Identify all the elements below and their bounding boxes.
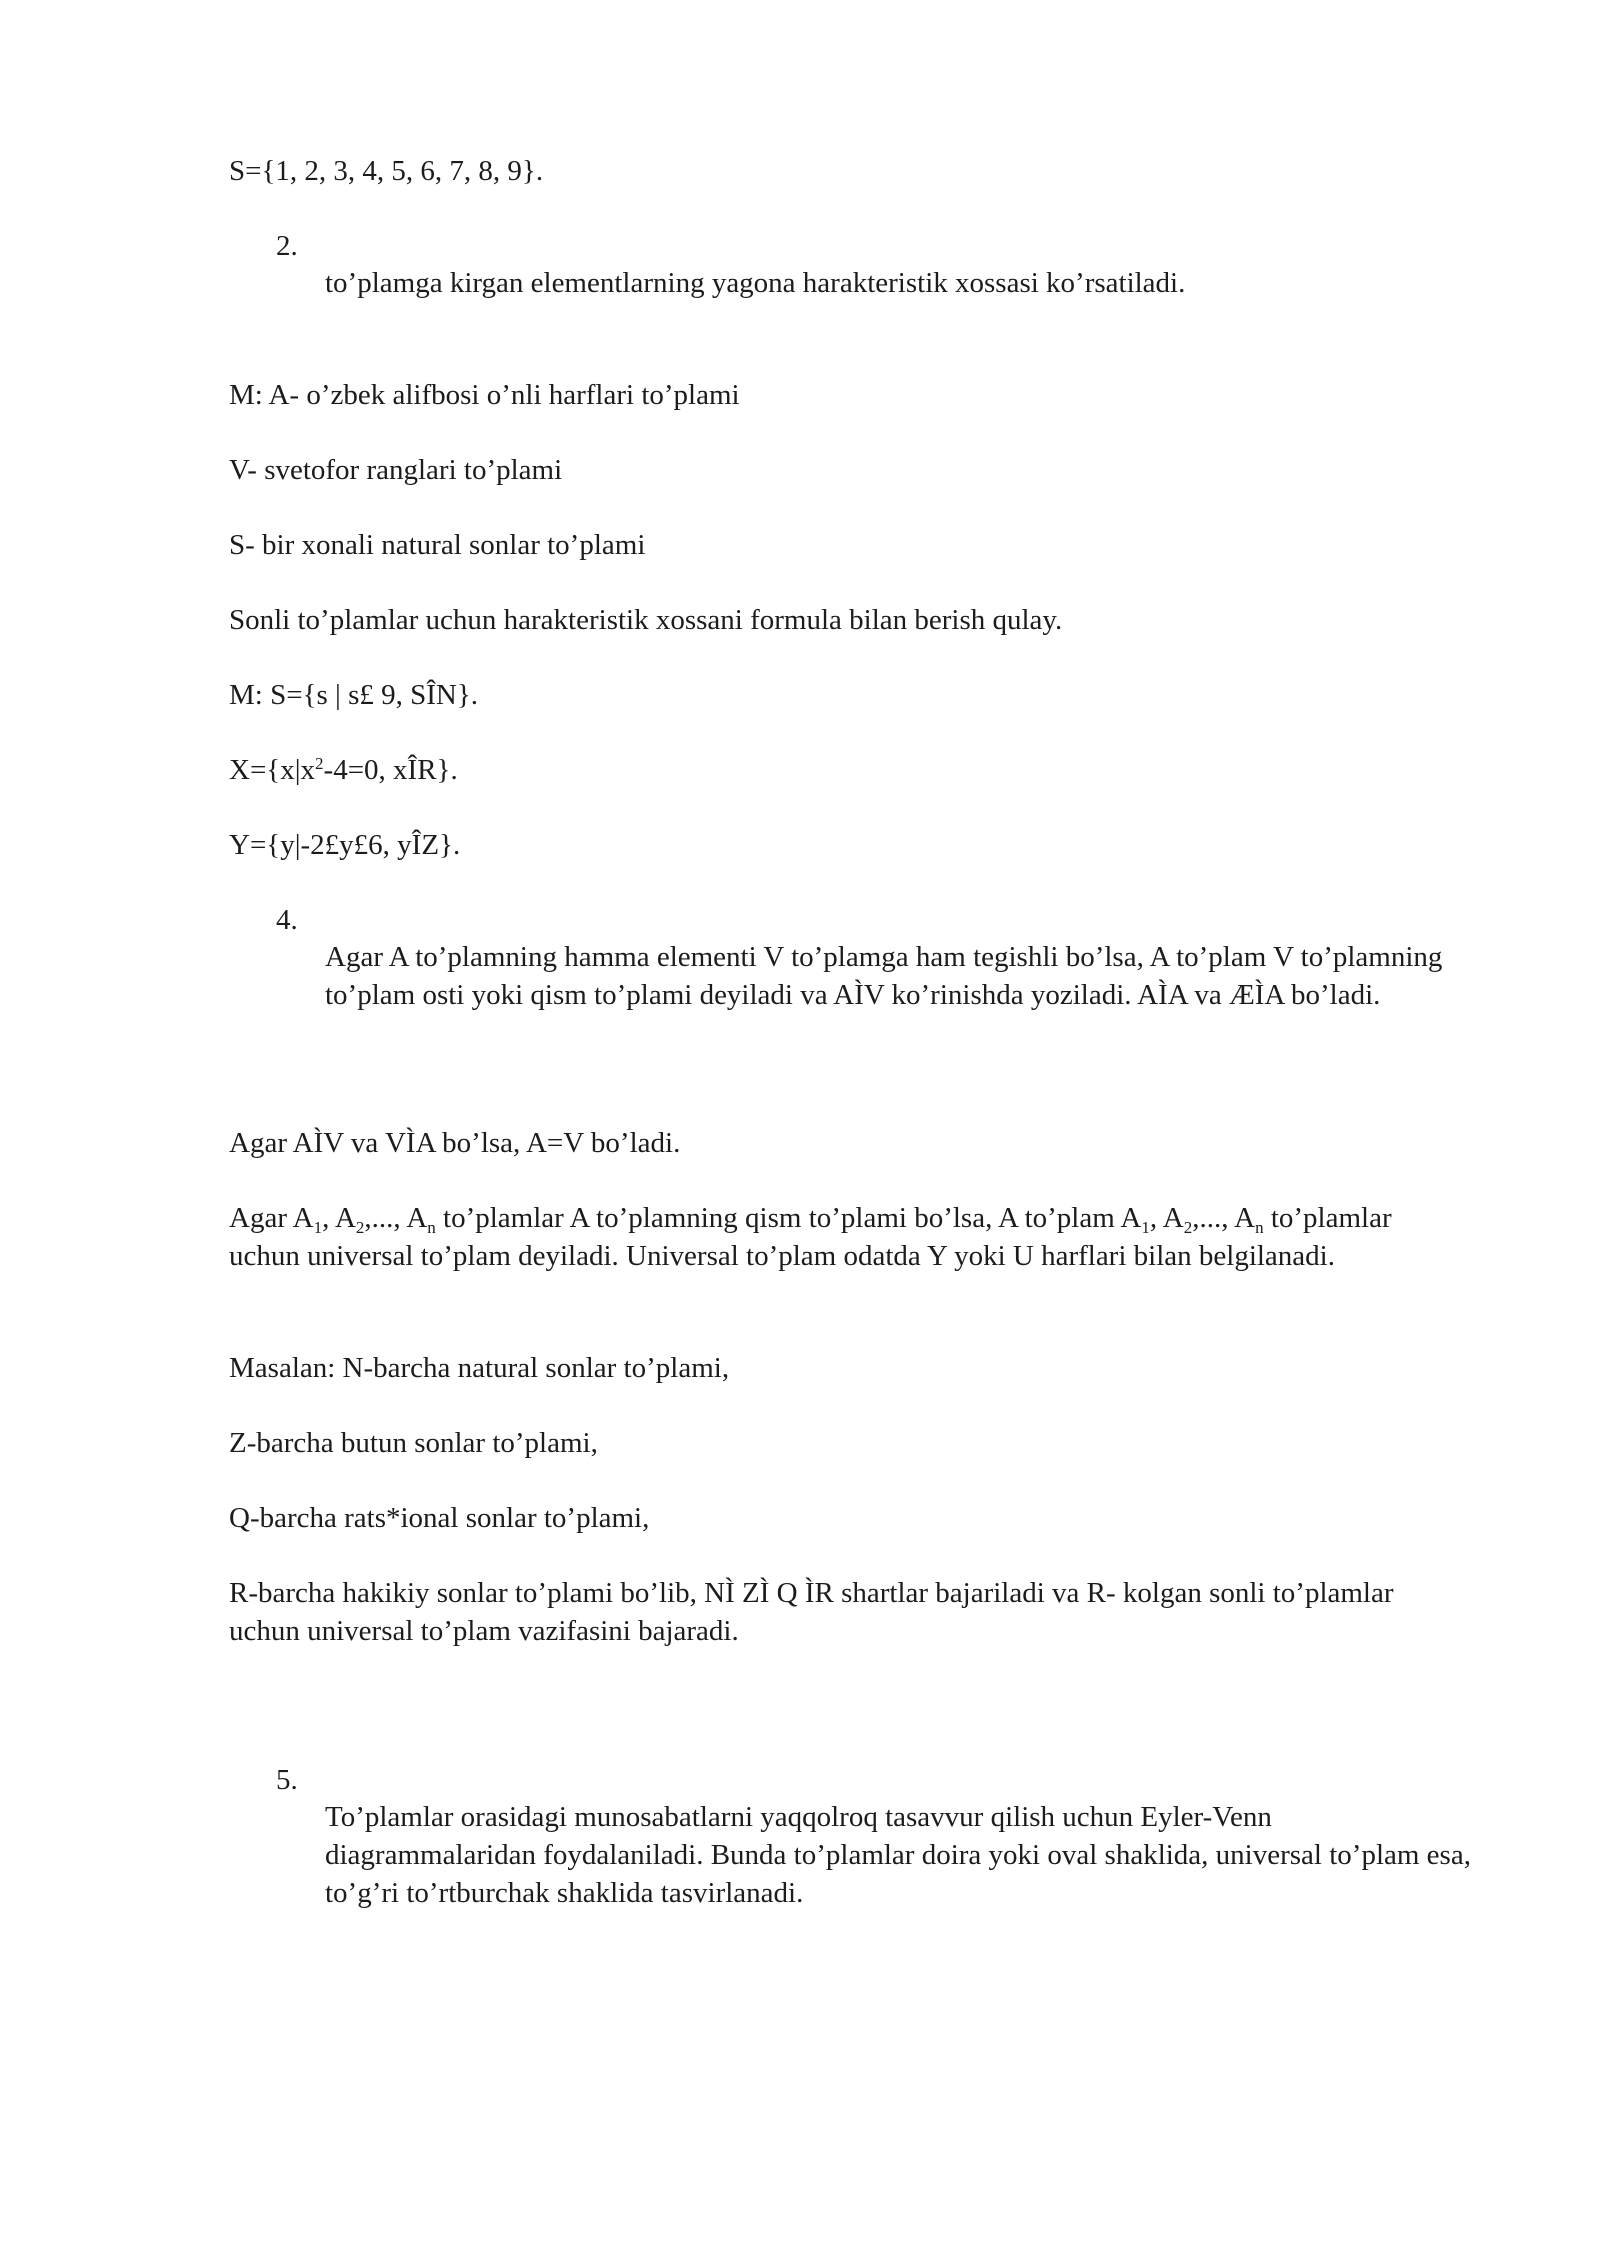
universal-text-2: , A — [322, 1202, 356, 1234]
item-2-text: to’plamga kirgan elementlarning yagona harakteristik xossasi ko’rsatiladi. — [325, 267, 1186, 299]
item-4-text: Agar A to’plamning hamma elementi V to’plamga ham tegishli bo’lsa, A to’plam V to’plamning to’plam osti yoki qism to’plami deyiladi va AÌV ko’rinishda yoziladi. AÌA va ÆÌA bo’ladi. — [325, 941, 1443, 1011]
example-reals: R-barcha hakikiy sonlar to’plami bo’lib, NÌ ZÌ Q ÌR shartlar bajariladi va R- kolgan sonli to’plamlar uchun universal to’plam vazifasini bajaradi. — [229, 1577, 1394, 1647]
formula-set-y: Y={y|-2£y£6, yÎZ}. — [229, 829, 461, 861]
universal-sub-2: 2 — [355, 1218, 365, 1237]
numeric-sets-note: Sonli to’plamlar uchun harakteristik xossani formula bilan berish qulay. — [229, 604, 1063, 636]
formula-set-s: M: S={s | s£ 9, SÎN}. — [229, 679, 479, 711]
universal-sub-1: 1 — [313, 1218, 323, 1237]
item-2-number: 2. — [276, 230, 298, 262]
universal-sub-3: n — [427, 1218, 436, 1237]
item-5-number: 5. — [276, 1764, 298, 1796]
set-s-definition: S={1, 2, 3, 4, 5, 6, 7, 8, 9}. — [229, 155, 544, 187]
universal-text-7: to’plamlar uchun universal to’plam deyiladi. Universal to’plam odatda Y yoki U harflari bilan belgilanadi. — [229, 1202, 1392, 1272]
universal-sub-4: 1 — [1141, 1218, 1150, 1237]
formula-x-before: X={x|x — [229, 754, 316, 786]
formula-x-exponent: 2 — [315, 754, 324, 773]
example-rationals: Q-barcha rats*ional sonlar to’plami, — [229, 1502, 650, 1534]
example-natural-numbers: Masalan: N-barcha natural sonlar to’plami, — [229, 1352, 730, 1384]
item-5-text: To’plamlar orasidagi munosabatlarni yaqqolroq tasavvur qilish uchun Eyler-Venn diagrammalaridan foydalaniladi. Bunda to’plamlar doira yoki oval shaklida, universal to’plam esa, to’g’ri to’rtburchak shaklida tasvirlanadi. — [325, 1801, 1471, 1909]
universal-sub-6: n — [1255, 1218, 1264, 1237]
universal-text-3: ,..., A — [364, 1202, 428, 1234]
example-set-s: S- bir xonali natural sonlar to’plami — [229, 529, 646, 561]
formula-set-x — [229, 751, 1469, 789]
formula-x-after: -4=0, xÎR}. — [323, 754, 458, 786]
universal-text-1: Agar A — [229, 1202, 314, 1234]
example-set-a: M: A- o’zbek alifbosi o’nli harflari to’plami — [229, 379, 740, 411]
universal-text-5: , A — [1149, 1202, 1184, 1234]
universal-text-4: to’plamlar A to’plamning qism to’plami bo’lsa, A to’plam A — [435, 1202, 1142, 1234]
example-set-v: V- svetofor ranglari to’plami — [229, 454, 563, 486]
universal-set-definition — [229, 1199, 1469, 1275]
item-4-number: 4. — [276, 904, 298, 936]
set-equality-rule: Agar AÌV va VÌA bo’lsa, A=V bo’ladi. — [229, 1127, 681, 1159]
universal-text-6: ,..., A — [1192, 1202, 1256, 1234]
universal-sub-5: 2 — [1183, 1218, 1193, 1237]
example-integers: Z-barcha butun sonlar to’plami, — [229, 1427, 598, 1459]
